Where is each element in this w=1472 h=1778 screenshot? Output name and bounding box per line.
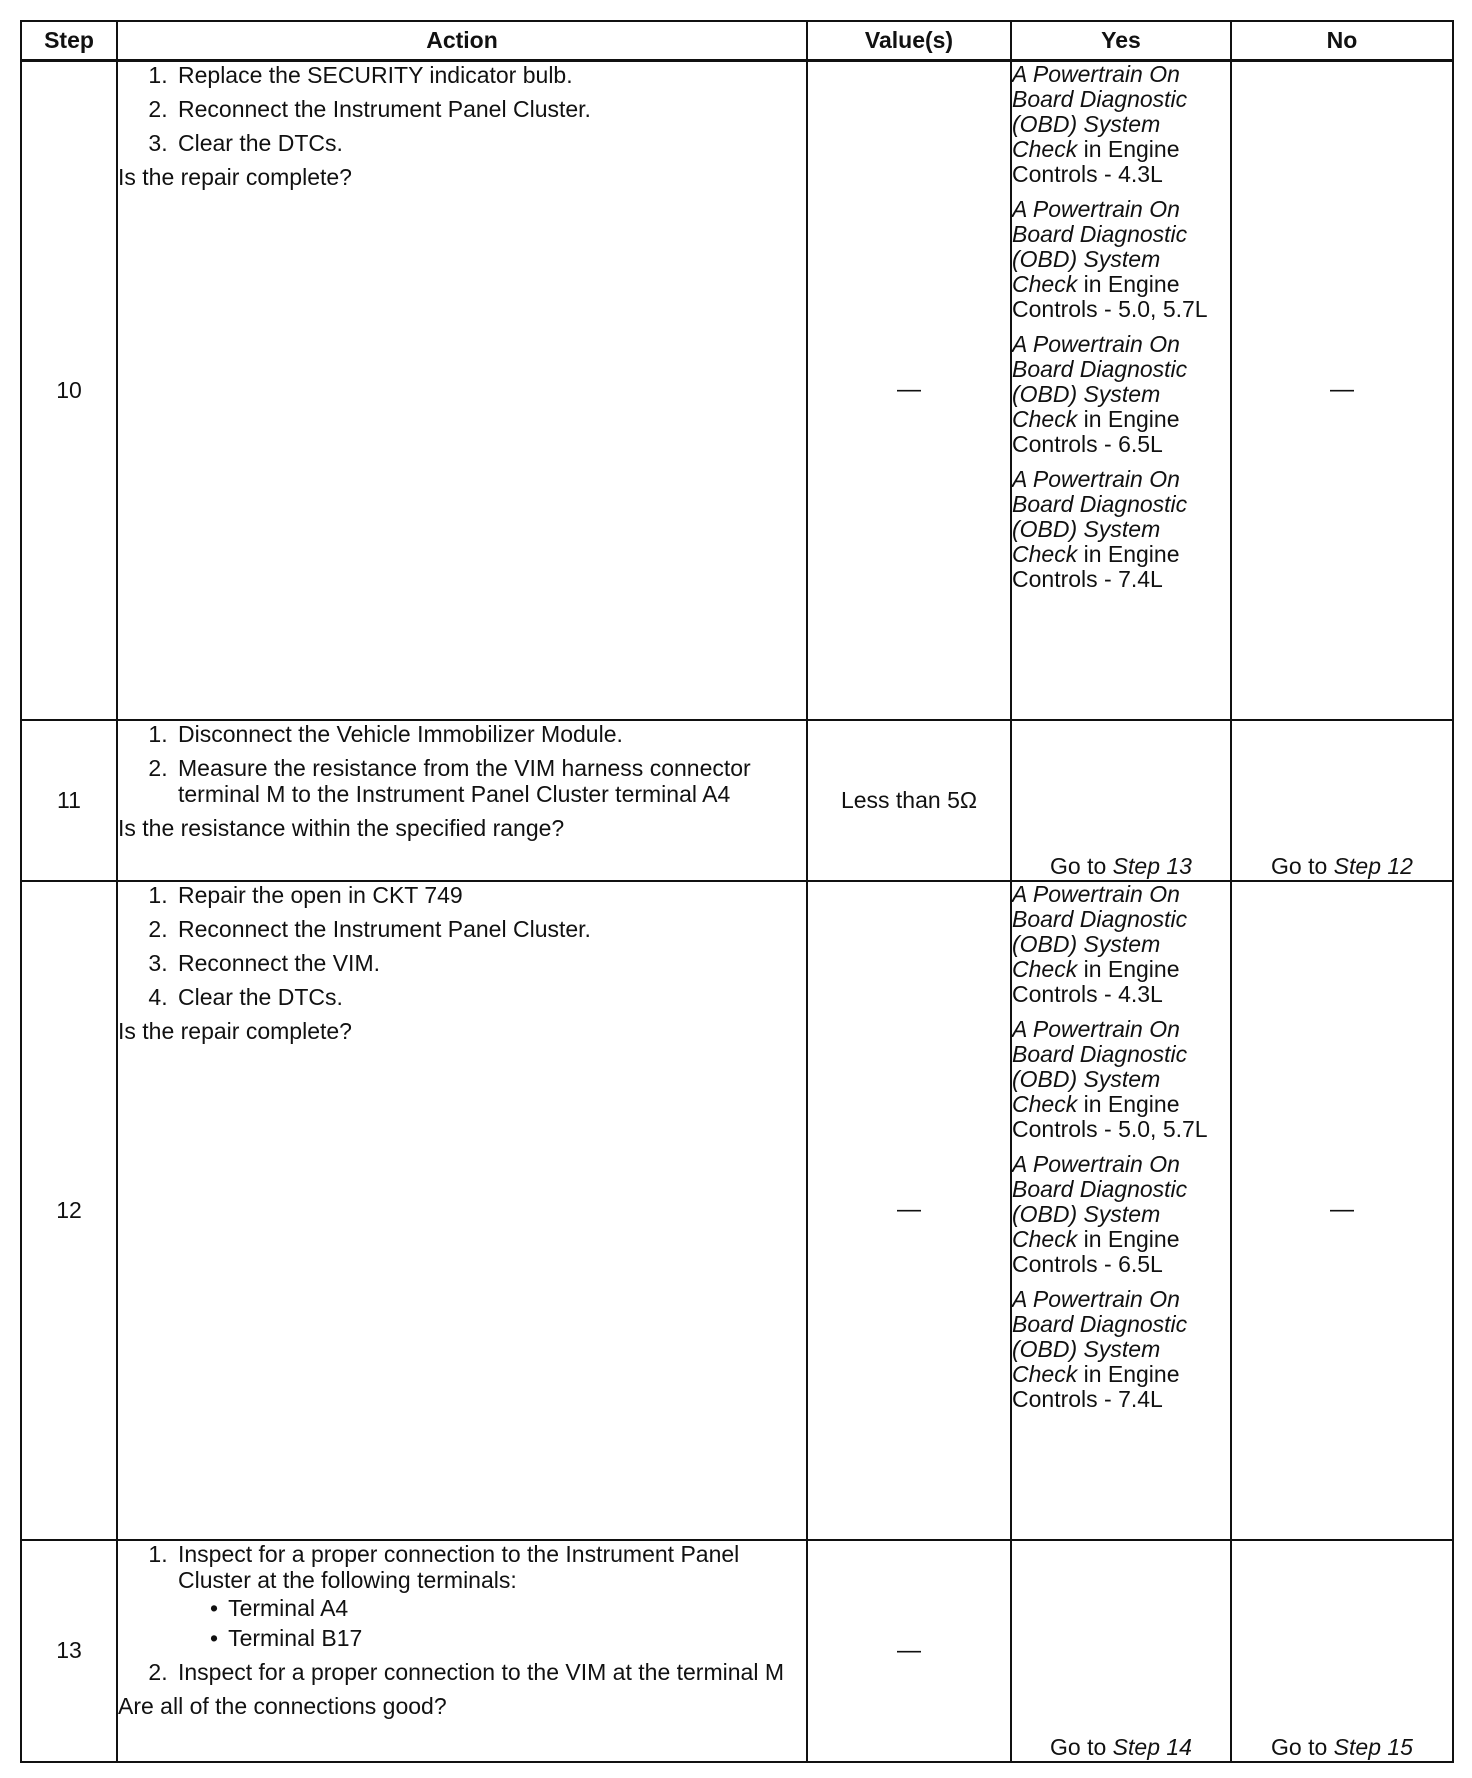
reference-link[interactable]: A Powertrain On Board Diagnostic (OBD) System Check	[1012, 1015, 1188, 1117]
reference-link[interactable]: A Powertrain On Board Diagnostic (OBD) System Check	[1012, 1285, 1188, 1387]
action-item: 1. Replace the SECURITY indicator bulb.	[174, 62, 806, 88]
header-yes: Yes	[1011, 21, 1231, 61]
table-row-step-13	[21, 1540, 1453, 1762]
header-values: Value(s)	[807, 21, 1011, 61]
yes-cell	[1011, 61, 1231, 720]
action-cell	[117, 61, 807, 720]
yes-cell[interactable]	[1011, 720, 1231, 881]
action-list	[118, 721, 806, 807]
action-list	[118, 62, 806, 156]
terminal-item: • Terminal B17	[206, 1625, 806, 1651]
header-row	[21, 21, 1453, 61]
table-row-step-12	[21, 881, 1453, 1540]
yes-reference[interactable]	[1012, 332, 1230, 457]
step-number: 11	[21, 720, 117, 881]
yes-reference[interactable]	[1012, 197, 1230, 322]
action-text: Inspect for a proper connection to the Instrument Panel Cluster at the following terminals:	[178, 1540, 740, 1593]
step-number: 10	[21, 61, 117, 720]
step-number: 13	[21, 1540, 117, 1762]
terminal-list	[178, 1595, 806, 1651]
goto-step-link[interactable]: Step 14	[1112, 1733, 1192, 1760]
action-item	[174, 1541, 806, 1651]
table-row-step-10	[21, 61, 1453, 720]
value-dash: —	[897, 1196, 921, 1223]
goto-step-link[interactable]: Step 12	[1333, 852, 1413, 879]
action-cell	[117, 720, 807, 881]
reference-context: in Engine Controls - 5.0, 5.7L	[1012, 1090, 1208, 1142]
value-dash: —	[897, 376, 921, 404]
action-item: 4. Clear the DTCs.	[174, 984, 806, 1010]
reference-context: in Engine Controls - 6.5L	[1012, 1225, 1180, 1277]
goto-step-link[interactable]: Step 15	[1333, 1733, 1413, 1760]
reference-context: in Engine Controls - 5.0, 5.7L	[1012, 271, 1208, 322]
terminal-item: • Terminal A4	[206, 1595, 806, 1621]
no-cell	[1231, 881, 1453, 1540]
value-cell	[807, 881, 1011, 1540]
action-item: 2. Reconnect the Instrument Panel Cluster.	[174, 916, 806, 942]
header-no: No	[1231, 21, 1453, 61]
action-item: 2. Measure the resistance from the VIM harness connector terminal M to the Instrument Panel Cluster terminal A4	[174, 755, 806, 807]
no-cell	[1231, 61, 1453, 720]
goto-step-link[interactable]: Step 13	[1112, 852, 1192, 879]
action-question: Are all of the connections good?	[118, 1692, 447, 1719]
yes-cell	[1011, 881, 1231, 1540]
yes-cell[interactable]	[1011, 1540, 1231, 1762]
goto-prefix: Go to	[1271, 1733, 1334, 1760]
goto-prefix: Go to	[1050, 1733, 1113, 1760]
reference-context: in Engine Controls - 7.4L	[1012, 1360, 1180, 1412]
yes-reference[interactable]	[1012, 1017, 1230, 1142]
header-action: Action	[117, 21, 807, 61]
value-cell	[807, 61, 1011, 720]
reference-context: in Engine Controls - 7.4L	[1012, 541, 1180, 592]
no-dash: —	[1330, 376, 1354, 404]
reference-context: in Engine Controls - 4.3L	[1012, 955, 1180, 1007]
action-list	[118, 1541, 806, 1685]
reference-link[interactable]: A Powertrain On Board Diagnostic (OBD) System Check	[1012, 331, 1188, 432]
goto-prefix: Go to	[1271, 852, 1334, 879]
reference-link[interactable]: A Powertrain On Board Diagnostic (OBD) System Check	[1012, 196, 1188, 297]
reference-link[interactable]: A Powertrain On Board Diagnostic (OBD) System Check	[1012, 1150, 1188, 1252]
no-dash: —	[1330, 1196, 1354, 1223]
yes-reference[interactable]	[1012, 467, 1230, 592]
yes-reference[interactable]	[1012, 1152, 1230, 1277]
yes-reference[interactable]	[1012, 62, 1230, 187]
step-number: 12	[21, 881, 117, 1540]
action-item: 3. Clear the DTCs.	[174, 130, 806, 156]
action-item: 1. Disconnect the Vehicle Immobilizer Module.	[174, 721, 806, 747]
header-step: Step	[21, 21, 117, 61]
action-list	[118, 882, 806, 1010]
value-cell	[807, 1540, 1011, 1762]
goto-prefix: Go to	[1050, 852, 1113, 879]
value-cell: Less than 5Ω	[807, 720, 1011, 881]
action-item: 2. Inspect for a proper connection to the VIM at the terminal M	[174, 1659, 806, 1685]
action-cell	[117, 881, 807, 1540]
action-cell	[117, 1540, 807, 1762]
yes-reference[interactable]	[1012, 882, 1230, 1007]
action-item: 3. Reconnect the VIM.	[174, 950, 806, 976]
action-question: Is the resistance within the specified range?	[118, 814, 565, 841]
reference-context: in Engine Controls - 4.3L	[1012, 136, 1180, 187]
no-cell[interactable]	[1231, 1540, 1453, 1762]
action-question: Is the repair complete?	[118, 1017, 352, 1044]
action-item: 2. Reconnect the Instrument Panel Cluster.	[174, 96, 806, 122]
action-question: Is the repair complete?	[118, 164, 352, 190]
action-item: 1. Repair the open in CKT 749	[174, 882, 806, 908]
reference-link[interactable]: A Powertrain On Board Diagnostic (OBD) System Check	[1012, 466, 1188, 567]
reference-context: in Engine Controls - 6.5L	[1012, 406, 1180, 457]
reference-link[interactable]: A Powertrain On Board Diagnostic (OBD) System Check	[1012, 880, 1188, 982]
reference-link[interactable]: A Powertrain On Board Diagnostic (OBD) System Check	[1012, 61, 1188, 162]
yes-reference[interactable]	[1012, 1287, 1230, 1412]
no-cell[interactable]	[1231, 720, 1453, 881]
value-dash: —	[897, 1636, 921, 1664]
table-row-step-11	[21, 720, 1453, 881]
diagnostic-table	[20, 20, 1454, 1763]
